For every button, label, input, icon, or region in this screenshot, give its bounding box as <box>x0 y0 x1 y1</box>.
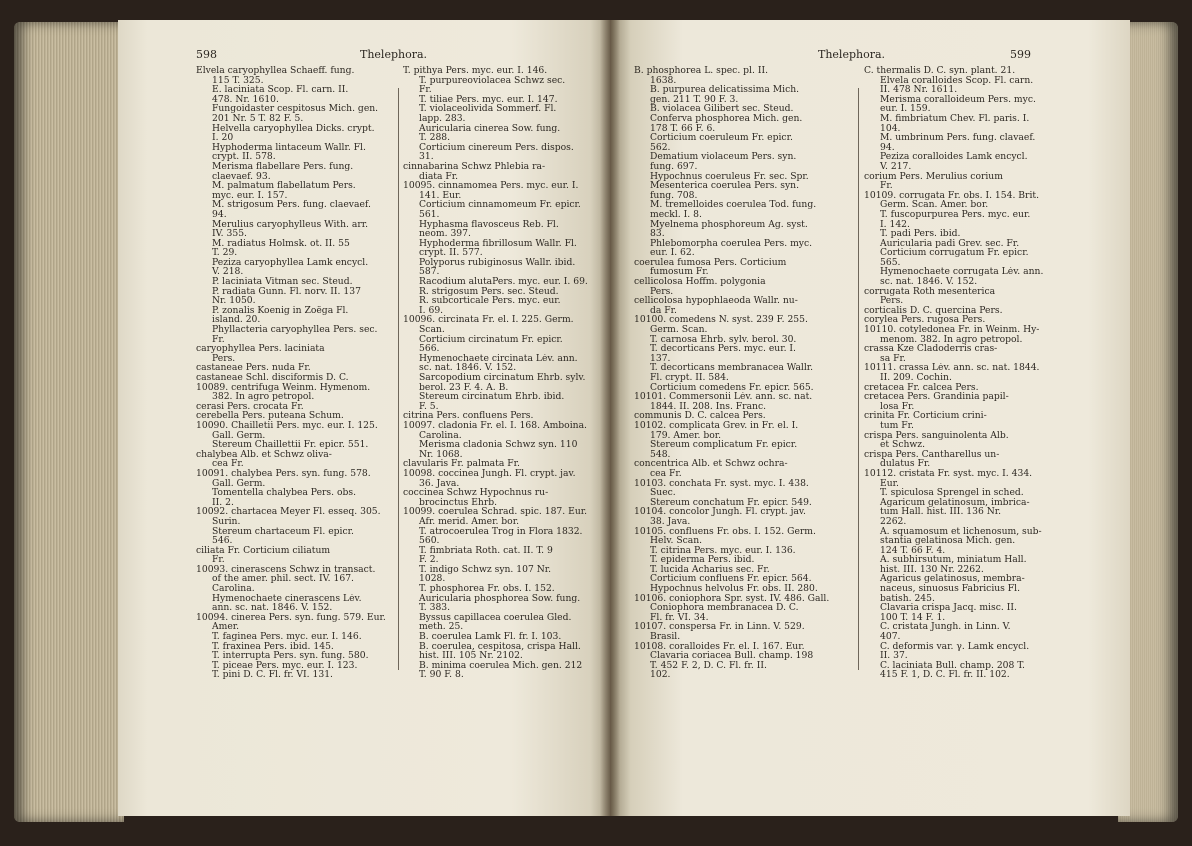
entry-line: R. subcorticale Pers. myc. eur. <box>419 296 561 306</box>
entry-line: A. subhirsutum, miniatum Hall. <box>880 555 1027 565</box>
entry-line: Hyphasma flavosceus Reb. Fl. <box>419 219 559 230</box>
entry-line: 10100. comedens N. syst. 239 F. 255. <box>634 315 808 326</box>
entry-line: Merisma flabellare Pers. fung. <box>212 161 354 172</box>
right-page-column-rule <box>858 88 859 670</box>
entry-line: neom. 397. <box>419 229 471 239</box>
entry-line: V. 218. <box>212 267 244 278</box>
entry-line: T. padi Pers. ibid. <box>880 229 961 239</box>
entry-line: 10099. coerulea Schrad. spic. 187. Eur. <box>403 507 588 517</box>
entry-line: II. 2. <box>212 497 234 508</box>
entry-line: II. 37. <box>880 651 908 661</box>
entry-line: T. 383. <box>419 603 451 613</box>
entry-line: Helv. Scan. <box>650 536 703 546</box>
left-page-column-2 <box>403 66 593 680</box>
entry-line: 100 T. 14 F. 1. <box>880 612 946 623</box>
entry-line: Surin. <box>212 516 241 527</box>
entry-line: Merisma coralloideum Pers. myc. <box>880 94 1036 105</box>
entry-line: ciliata Fr. Corticium ciliatum <box>196 545 331 556</box>
entry-line: Dematium violaceum Pers. syn. <box>650 152 797 162</box>
entry-line: Coniophora membranacea D. C. <box>650 603 799 613</box>
entry-line: losa Fr. <box>880 401 915 412</box>
right-page-title: Thelephora. <box>818 48 886 61</box>
entry-line: cerebella Pers. puteana Schum. <box>196 411 344 421</box>
entry-line: et Schwz. <box>880 440 926 450</box>
entry-line: corrugata Roth mesenterica <box>864 286 996 297</box>
entry-line: dulatus Fr. <box>880 459 931 469</box>
entry-line: 102. <box>650 670 671 680</box>
entry-line: Fr. <box>212 555 225 565</box>
entry-line: I. 20 <box>212 133 234 143</box>
entry-line: E. laciniata Scop. Fl. carn. II. <box>212 85 349 95</box>
entry-line: cea Fr. <box>650 468 682 479</box>
entry-line: 124 T. 66 F. 4. <box>880 545 946 556</box>
entry-line: 137. <box>650 353 671 364</box>
entry-line: Agaricum gelatinosum, imbrica- <box>880 497 1030 508</box>
entry-line: crinita Fr. Corticium crini- <box>864 411 987 421</box>
entry-line: Gall. Germ. <box>212 478 266 489</box>
entry-line: tum Hall. hist. III. 136 Nr. <box>880 507 1002 517</box>
entry-line: Auricularia phosphorea Sow. fung. <box>419 593 581 604</box>
entry-line: Phlebomorpha coerulea Pers. myc. <box>650 238 813 249</box>
entry-line: Hyphoderma fibrillosum Wallr. Fl. <box>419 238 577 249</box>
entry-line: 10109. corrugata Fr. obs. I. 154. Brit. <box>864 190 1040 201</box>
entry-line: T. epiderma Pers. ibid. <box>650 555 755 565</box>
entry-line: chalybea Alb. et Schwz oliva- <box>196 449 332 460</box>
entry-line: coccinea Schwz Hypochnus ru- <box>403 488 549 498</box>
entry-line: T. interrupta Pers. syn. fung. 580. <box>212 651 369 661</box>
entry-line: sc. nat. 1846. V. 152. <box>880 277 978 287</box>
entry-line: cea Fr. <box>212 459 244 469</box>
entry-line: Merulius caryophylleus With. arr. <box>212 219 369 230</box>
entry-line: 10092. chartacea Meyer Fl. esseq. 305. <box>196 507 381 517</box>
entry-line: Clavaria crispa Jacq. misc. II. <box>880 603 1017 613</box>
entry-line: 201 Nr. 5 T. 82 F. 5. <box>212 113 304 124</box>
entry-line: 415 F. 1, D. C. Fl. fr. II. 102. <box>880 670 1010 680</box>
entry-line: meth. 25. <box>419 622 464 633</box>
entry-line: Hypochnus helvolus Fr. obs. II. 280. <box>650 584 818 594</box>
entry-line: B. minima coerulea Mich. gen. 212 <box>419 660 583 671</box>
entry-line: crypt. II. 578. <box>212 152 276 162</box>
entry-line: Gall. Germ. <box>212 430 266 441</box>
entry-line: Peziza caryophyllea Lamk encycl. <box>212 257 369 268</box>
entry-line: berol. 23 F. 4. A. B. <box>419 382 509 393</box>
entry-line: 10106. coniophora Spr. syst. IV. 486. Gall. <box>634 593 830 604</box>
entry-line: 10102. complicata Grev. in Fr. el. I. <box>634 420 799 431</box>
entry-line: M. tremelloides coerulea Tod. fung. <box>650 200 817 210</box>
entry-line: 10101. Commersonii Lév. ann. sc. nat. <box>634 392 813 402</box>
entry-line: crassa Kze Cladoderris cras- <box>864 344 998 354</box>
right-page-number: 599 <box>1010 48 1031 61</box>
entry-line: coerulea fumosa Pers. Corticium <box>634 257 787 268</box>
entry-line: tum Fr. <box>880 420 914 431</box>
entry-line: Scan. <box>419 325 445 335</box>
entry-line: naceus, sinuosus Fabricius Fl. <box>880 584 1021 594</box>
entry-line: 10110. cotyledonea Fr. in Weinm. Hy- <box>864 325 1040 335</box>
entry-line: 382. In agro petropol. <box>212 392 315 402</box>
entry-line: T. 288. <box>419 133 451 143</box>
entry-line: T. citrina Pers. myc. eur. I. 136. <box>650 545 796 556</box>
entry-line: Eur. <box>880 478 899 489</box>
entry-line: 10090. Chailletii Pers. myc. eur. I. 125. <box>196 420 378 431</box>
entry-line: T. purpureoviolacea Schwz sec. <box>419 75 566 86</box>
entry-line: eur. I. 62. <box>650 248 695 258</box>
left-page-edges <box>14 22 124 822</box>
entry-line: P. laciniata Vitman sec. Steud. <box>212 277 353 287</box>
entry-line: cretacea Fr. calcea Pers. <box>864 382 979 393</box>
entry-line: M. umbrinum Pers. fung. clavaef. <box>880 133 1036 143</box>
entry-line: Hypochnus coeruleus Fr. sec. Spr. <box>650 171 809 182</box>
entry-line: 31. <box>419 152 434 162</box>
entry-line: Corticium circinatum Fr. epicr. <box>419 334 563 345</box>
entry-line: 587. <box>419 267 440 278</box>
entry-line: T. piceae Pers. myc. eur. I. 123. <box>212 660 358 671</box>
entry-line: 10094. cinerea Pers. syn. fung. 579. Eur. <box>196 612 386 623</box>
entry-line: Corticium cinereum Pers. dispos. <box>419 142 574 153</box>
entry-line: V. 217. <box>880 161 912 172</box>
entry-line: 1028. <box>419 574 446 585</box>
entry-line: 565. <box>880 257 901 268</box>
entry-line: Phyllacteria caryophyllea Pers. sec. <box>212 325 378 335</box>
left-page-column-rule <box>398 88 399 670</box>
entry-line: B. purpurea delicatissima Mich. <box>650 85 800 95</box>
entry-line: Germ. Scan. <box>650 325 708 335</box>
entry-line: Brasil. <box>650 632 681 642</box>
entry-line: M. radiatus Holmsk. ot. II. 55 <box>212 238 350 249</box>
entry-line: crypt. II. 577. <box>419 248 483 258</box>
entry-line: Polyporus rubiginosus Wallr. ibid. <box>419 257 576 268</box>
entry-line: claevaef. 93. <box>212 171 271 182</box>
left-page-column-1 <box>196 66 394 680</box>
entry-line: citrina Pers. confluens Pers. <box>403 411 534 421</box>
entry-line: 10098. coccinea Jungh. Fl. crypt. jav. <box>403 468 576 479</box>
entry-line: myc. eur. I. 157. <box>212 190 288 201</box>
entry-line: 548. <box>650 449 671 460</box>
entry-line: T. faginea Pers. myc. eur. I. 146. <box>212 632 362 642</box>
entry-line: batish. 245. <box>880 593 935 604</box>
entry-line: Amer. <box>212 622 240 633</box>
entry-line: T. carnosa Ehrb. sylv. berol. 30. <box>650 334 797 345</box>
entry-line: I. 69. <box>419 305 444 316</box>
entry-line: 10104. concolor Jungh. Fl. crypt. jav. <box>634 507 806 517</box>
entry-line: Pers. <box>650 286 674 297</box>
entry-line: cellicolosa Hoffm. polygonia <box>634 277 766 287</box>
entry-line: 10097. cladonia Fr. el. I. 168. Amboina. <box>403 420 587 431</box>
entry-line: meckl. I. 8. <box>650 209 702 220</box>
entry-line: Stereum complicatum Fr. epicr. <box>650 440 798 450</box>
entry-line: Corticium corrugatum Fr. epicr. <box>880 248 1029 258</box>
entry-line: Myelnema phosphoreum Ag. syst. <box>650 219 808 230</box>
entry-line: 38. Java. <box>650 516 691 527</box>
entry-line: 10096. circinata Fr. el. I. 225. Germ. <box>403 315 574 326</box>
entry-line: 561. <box>419 209 440 220</box>
entry-line: 10089. centrifuga Weinm. Hymenom. <box>196 382 371 393</box>
entry-line: 83. <box>650 229 665 239</box>
entry-line: fung. 708. <box>650 190 698 201</box>
entry-line: Afr. merid. Amer. bor. <box>419 516 520 527</box>
entry-line: Carolina. <box>419 430 462 441</box>
entry-line: 10112. cristata Fr. syst. myc. I. 434. <box>864 468 1033 479</box>
entry-line: Helvella caryophyllea Dicks. crypt. <box>212 123 375 134</box>
entry-line: T. lucida Acharius sec. Fr. <box>650 564 770 575</box>
entry-line: corylea Pers. rugosa Pers. <box>864 315 986 326</box>
entry-line: communis D. C. calcea Pers. <box>634 411 766 421</box>
entry-line: I. 142. <box>880 219 910 230</box>
entry-line: T. fraxinea Pers. ibid. 145. <box>212 641 334 652</box>
entry-line: brocinctus Ehrb. <box>419 497 498 508</box>
entry-line: Fr. <box>212 334 225 345</box>
left-page-number: 598 <box>196 48 217 61</box>
entry-line: IV. 355. <box>212 229 247 239</box>
entry-line: Fl. crypt. II. 584. <box>650 373 729 383</box>
entry-line: F. 2. <box>419 555 439 565</box>
entry-line: Pers. <box>880 296 904 306</box>
entry-line: 141. Eur. <box>419 190 462 201</box>
entry-line: 10111. crassa Lév. ann. sc. nat. 1844. <box>864 363 1040 373</box>
entry-line: C. cristata Jungh. in Linn. V. <box>880 622 1011 633</box>
entry-line: Corticium coeruleum Fr. epicr. <box>650 133 793 143</box>
entry-line: cretacea Pers. Grandinia papil- <box>864 392 1009 402</box>
entry-line: 546. <box>212 536 233 546</box>
entry-line: 10095. cinnamomea Pers. myc. eur. I. <box>403 181 579 191</box>
entry-line: Fr. <box>880 181 893 191</box>
entry-line: Auricularia padi Grev. sec. Fr. <box>880 238 1020 249</box>
left-page-title: Thelephora. <box>360 48 428 61</box>
entry-line: A. squamosum et lichenosum, sub- <box>880 526 1042 537</box>
entry-line: lapp. 283. <box>419 113 466 124</box>
entry-line: cellicolosa hypophlaeoda Wallr. nu- <box>634 296 798 306</box>
entry-line: stantia gelatinosa Mich. gen. <box>880 536 1016 546</box>
entry-line: T. pithya Pers. myc. eur. I. 146. <box>403 66 548 76</box>
entry-line: B. coerulea Lamk Fl. fr. I. 103. <box>419 632 562 642</box>
entry-line: P. zonalis Koenig in Zoëga Fl. <box>212 305 349 316</box>
entry-line: Hymenochaete circinata Lév. ann. <box>419 353 578 364</box>
entry-line: Hyphoderma lintaceum Wallr. Fl. <box>212 142 366 153</box>
entry-line: caryophyllea Pers. laciniata <box>196 344 325 354</box>
entry-line: T. 452 F. 2, D. C. Fl. fr. II. <box>650 660 767 671</box>
entry-line: T. fuscopurpurea Pers. myc. eur. <box>880 209 1031 220</box>
book-gutter <box>600 20 620 816</box>
entry-line: T. fimbriata Roth. cat. II. T. 9 <box>419 545 553 556</box>
entry-line: 562. <box>650 142 671 153</box>
entry-line: eur. I. 159. <box>880 104 931 114</box>
entry-line: T. pini D. C. Fl. fr. VI. 131. <box>212 670 333 680</box>
entry-line: concentrica Alb. et Schwz ochra- <box>634 459 788 469</box>
entry-line: 10108. coralloides Fr. el. I. 167. Eur. <box>634 641 805 652</box>
entry-line: T. tiliae Pers. myc. eur. I. 147. <box>419 94 558 105</box>
entry-line: T. atrocoerulea Trog in Flora 1832. <box>419 526 583 537</box>
entry-line: Carolina. <box>212 584 255 594</box>
entry-line: 94. <box>880 142 895 153</box>
entry-line: C. deformis var. γ. Lamk encycl. <box>880 641 1030 652</box>
entry-line: da Fr. <box>650 305 677 316</box>
entry-line: Peziza coralloides Lamk encycl. <box>880 152 1028 162</box>
entry-line: island. 20. <box>212 315 261 326</box>
entry-line: Corticium confluens Fr. epicr. 564. <box>650 574 812 585</box>
entry-line: 94. <box>212 209 227 220</box>
entry-line: T. indigo Schwz syn. 107 Nr. <box>419 564 552 575</box>
entry-line: T. phosphorea Fr. obs. I. 152. <box>419 584 555 594</box>
entry-line: Fungoidaster cespitosus Mich. gen. <box>212 104 379 114</box>
entry-line: 179. Amer. bor. <box>650 430 722 441</box>
entry-line: 1638. <box>650 75 677 86</box>
entry-line: T. 29. <box>212 248 238 258</box>
entry-line: T. decorticans Pers. myc. eur. I. <box>650 344 796 354</box>
entry-line: 10091. chalybea Pers. syn. fung. 578. <box>196 468 371 479</box>
entry-line: Agaricus gelatinosus, membra- <box>880 574 1025 585</box>
entry-line: castaneae Schl. disciformis D. C. <box>196 373 349 383</box>
entry-line: M. fimbriatum Chev. Fl. paris. I. <box>880 113 1030 124</box>
right-page-column-1 <box>634 66 854 680</box>
entry-line: Germ. Scan. Amer. bor. <box>880 200 989 210</box>
entry-line: Sarcopodium circinatum Ehrb. sylv. <box>419 373 586 383</box>
entry-line: Auricularia cinerea Sow. fung. <box>419 123 561 134</box>
entry-line: 10105. confluens Fr. obs. I. 152. Germ. <box>634 526 816 537</box>
entry-line: B. violacea Gilibert sec. Steud. <box>650 104 794 114</box>
entry-line: C. thermalis D. C. syn. plant. 21. <box>864 66 1016 76</box>
entry-line: Fr. <box>419 85 432 95</box>
entry-line: Stereum chartaceum Fl. epicr. <box>212 526 354 537</box>
entry-line: R. strigosum Pers. sec. Steud. <box>419 286 559 297</box>
entry-line: sa Fr. <box>880 353 906 364</box>
entry-line: T. decorticans membranacea Wallr. <box>650 363 814 373</box>
entry-line: Hymenochaete corrugata Lév. ann. <box>880 267 1044 278</box>
entry-line: 566. <box>419 344 440 354</box>
entry-line: Stereum Chaillettii Fr. epicr. 551. <box>212 440 369 450</box>
entry-line: M. palmatum flabellatum Pers. <box>212 181 356 191</box>
entry-line: Nr. 1050. <box>212 296 256 306</box>
entry-line: 407. <box>880 632 901 642</box>
entry-line: Nr. 1068. <box>419 449 463 460</box>
entry-line: C. laciniata Bull. champ. 208 T. <box>880 660 1025 671</box>
entry-line: Stereum conchatum Fr. epicr. 549. <box>650 497 812 508</box>
entry-line: Mesenterica coerulea Pers. syn. <box>650 181 800 191</box>
entry-line: castaneae Pers. nuda Fr. <box>196 363 311 373</box>
entry-line: Racodium alutaPers. myc. eur. I. 69. <box>419 277 588 287</box>
entry-line: of the amer. phil. sect. IV. 167. <box>212 574 354 585</box>
entry-line: T. spiculosa Sprengel in sched. <box>880 488 1024 498</box>
entry-line: T. 90 F. 8. <box>419 670 464 680</box>
right-page-column-2 <box>864 66 1054 680</box>
entry-line: hist. III. 130 Nr. 2262. <box>880 564 984 575</box>
entry-line: 10107. conspersa Fr. in Linn. V. 529. <box>634 622 805 633</box>
entry-line: 1844. II. 208. Ins. Franc. <box>650 401 767 412</box>
entry-line: T. violaceolivida Sommerf. Fl. <box>419 104 557 114</box>
entry-line: diata Fr. <box>419 171 459 182</box>
entry-line: Hymenochaete cinerascens Lév. <box>212 593 362 604</box>
entry-line: Pers. <box>212 353 236 364</box>
entry-line: corium Pers. Merulius corium <box>864 171 1003 182</box>
entry-line: fumosum Fr. <box>650 267 709 278</box>
entry-line: P. radiata Gunn. Fl. norv. II. 137 <box>212 286 361 297</box>
entry-line: 2262. <box>880 516 907 527</box>
entry-line: Corticium cinnamomeum Fr. epicr. <box>419 200 581 210</box>
entry-line: sc. nat. 1846. V. 152. <box>419 363 517 373</box>
entry-line: Tomentella chalybea Pers. obs. <box>212 488 357 498</box>
entry-line: B. coerulea, cespitosa, crispa Hall. <box>419 641 581 652</box>
entry-line: M. strigosum Pers. fung. claevaef. <box>212 200 371 210</box>
entry-line: crispa Pers. Cantharellus un- <box>864 449 1000 460</box>
entry-line: 560. <box>419 536 440 546</box>
entry-line: 104. <box>880 123 901 134</box>
entry-line: Stereum circinatum Ehrb. ibid. <box>419 392 565 402</box>
entry-line: II. 209. Cochin. <box>880 373 952 383</box>
entry-line: Byssus capillacea coerulea Gled. <box>419 612 572 623</box>
entry-line: Suec. <box>650 488 676 498</box>
entry-line: Merisma cladonia Schwz syn. 110 <box>419 440 578 450</box>
entry-line: crispa Pers. sanguinolenta Alb. <box>864 430 1009 441</box>
entry-line: menom. 382. In agro petropol. <box>880 334 1023 345</box>
entry-line: 478. Nr. 1610. <box>212 94 279 105</box>
entry-line: clavularis Fr. palmata Fr. <box>403 459 520 469</box>
entry-line: 178 T. 66 F. 6. <box>650 123 716 134</box>
entry-line: 10093. cinerascens Schwz in transact. <box>196 564 376 575</box>
entry-line: 115 T. 325. <box>212 75 264 86</box>
entry-line: cinnabarina Schwz Phlebia ra- <box>403 161 546 172</box>
entry-line: gen. 211 T. 90 F. 3. <box>650 94 739 105</box>
entry-line: 10103. conchata Fr. syst. myc. I. 438. <box>634 478 809 489</box>
entry-line: corticalis D. C. quercina Pers. <box>864 305 1003 316</box>
entry-line: cerasi Pers. crocata Fr. <box>196 401 304 412</box>
entry-line: Elvela coralloides Scop. Fl. carn. <box>880 75 1034 86</box>
entry-line: Elvela caryophyllea Schaeff. fung. <box>196 66 355 76</box>
entry-line: Conferva phosphorea Mich. gen. <box>650 113 803 124</box>
entry-line: B. phosphorea L. spec. pl. II. <box>634 66 768 76</box>
entry-line: hist. III. 105 Nr. 2102. <box>419 651 523 661</box>
entry-line: Corticium comedens Fr. epicr. 565. <box>650 382 814 393</box>
entry-line: 36. Java. <box>419 478 460 489</box>
entry-line: Fl. fr. VI. 34. <box>650 612 709 623</box>
entry-line: F. 5. <box>419 401 439 412</box>
entry-line: Clavaria coriacea Bull. champ. 198 <box>650 651 814 661</box>
entry-line: fung. 697. <box>650 161 698 172</box>
entry-line: II. 478 Nr. 1611. <box>880 85 958 95</box>
entry-line: ann. sc. nat. 1846. V. 152. <box>212 603 333 613</box>
